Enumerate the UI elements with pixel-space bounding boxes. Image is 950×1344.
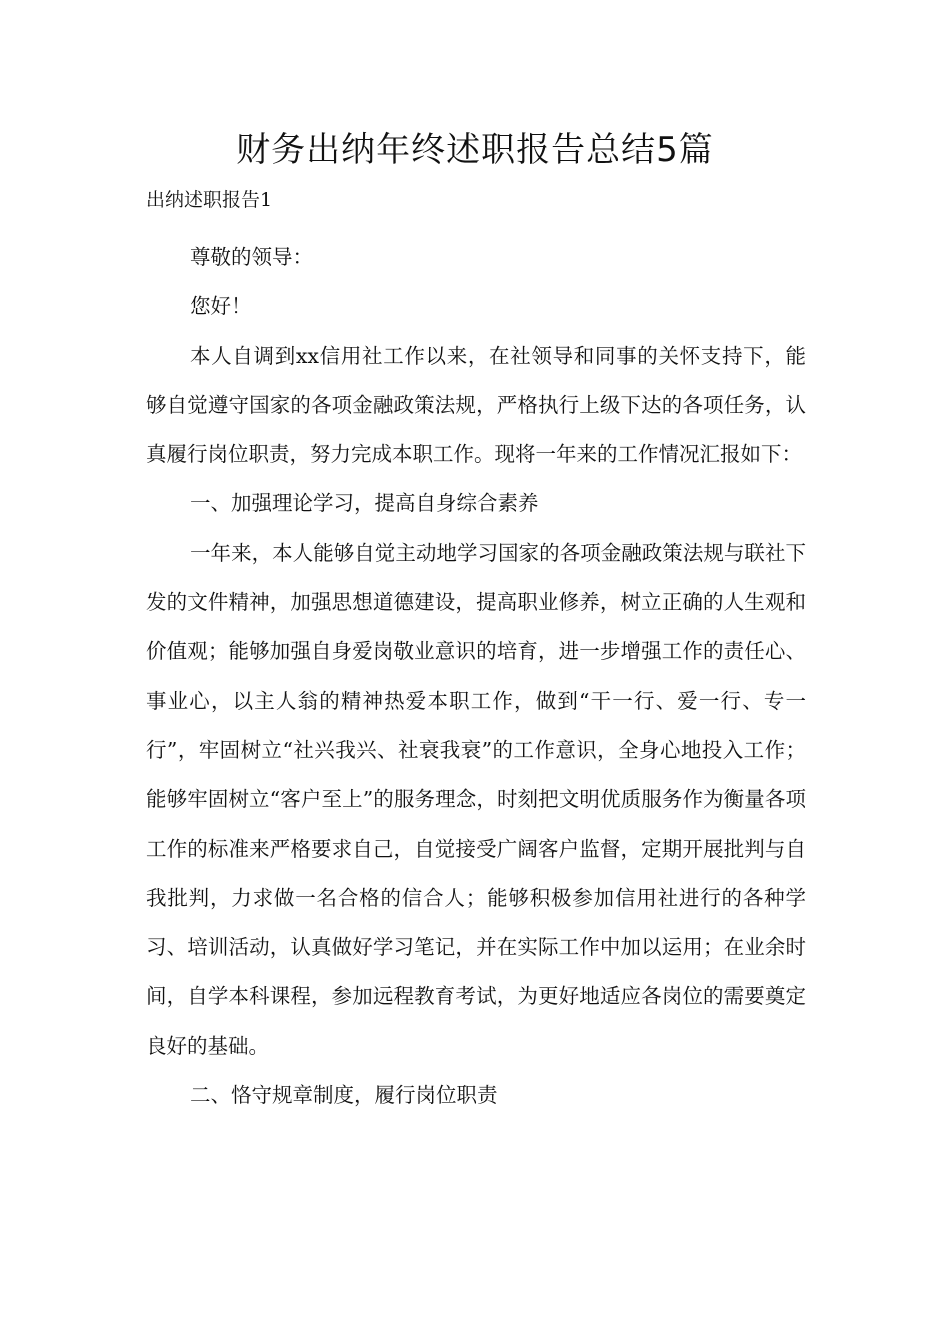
greeting: 您好！ xyxy=(190,294,252,319)
intro-paragraph: 本人自调到xx信用社工作以来，在社领导和同事的关怀支持下，能够自觉遵守国家的各项金融政策法规，严格执行上级下达的各项任务，认真履行岗位职责，努力完成本职工作。现将一年来的工作情况汇报如下： xyxy=(146,343,806,467)
section-heading-1: 一、加强理论学习，提高自身综合素养 xyxy=(190,491,539,516)
document-title: 财务出纳年终述职报告总结5篇 xyxy=(236,130,714,170)
document-body xyxy=(146,233,806,1120)
salutation: 尊敬的领导： xyxy=(190,245,313,269)
section-1-paragraph: 一年来，本人能够自觉主动地学习国家的各项金融政策法规与联社下发的文件精神，加强思想道德建设，提高职业修养，树立正确的人生观和价值观；能够加强自身爱岗敬业意识的培育，进一步增强工作的责任心、事业心，以主人翁的精神热爱本职工作，做到“干一行、爱一行、专一行”，牢固树立“社兴我兴、社衰我衰”的工作意识，全身心地投入工作；能够牢固树立“客户至上”的服务理念，时刻把文明优质服务作为衡量各项工作的标准来严格要求自己，自觉接受广阔客户监督，定期开展批判与自我批判，力求做一名合格的信合人；能够积极参加信用社进行的各种学习、培训活动，认真做好学习笔记，并在实际工作中加以运用；在业余时间，自学本科课程，参加远程教育考试，为更好地适应各岗位的需要奠定良好的基础。 xyxy=(146,540,806,1058)
section-heading-2: 二、恪守规章制度，履行岗位职责 xyxy=(190,1083,498,1108)
document-subtitle: 出纳述职报告1 xyxy=(146,189,273,211)
